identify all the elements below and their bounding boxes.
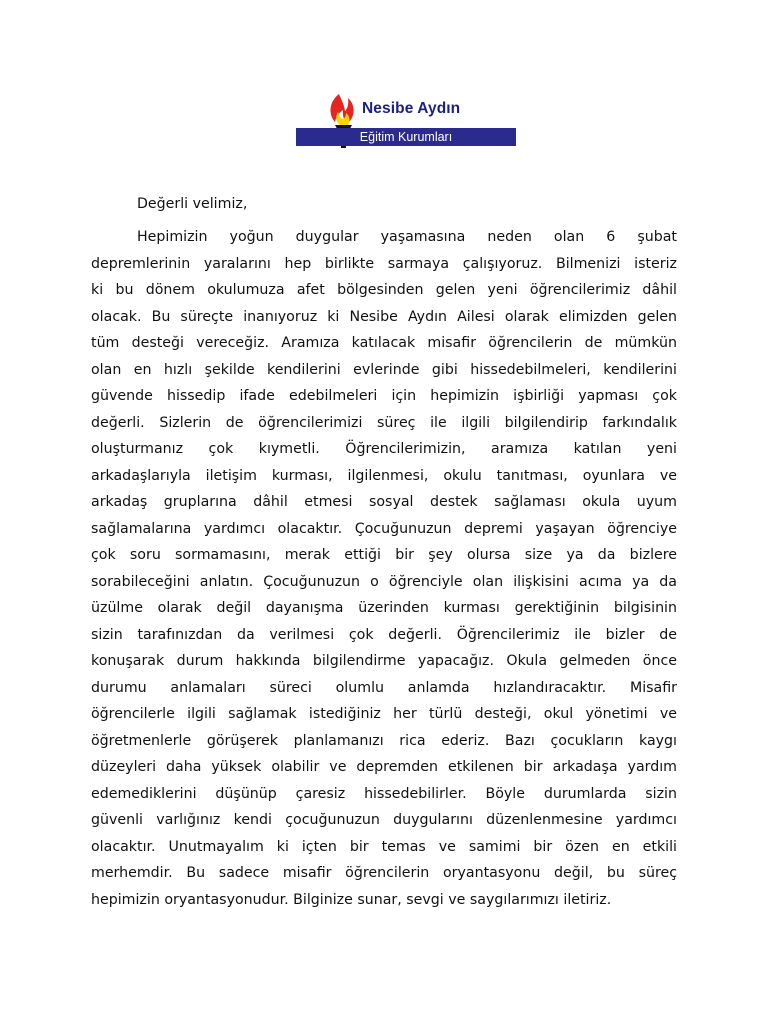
body-line: Hepimizin yoğun duygular yaşamasına neden olan 6 şubat (137, 229, 677, 245)
body-line: arkadaşlarıyla iletişim kurması, ilgilenmesi, okulu tanıtması, oyunlara ve (91, 467, 677, 484)
body-line: sizin tarafınızdan da verilmesi çok değerli. Öğrencilerimiz ile bizler de (91, 626, 677, 643)
body-line: olacak. Bu süreçte inanıyoruz ki Nesibe Aydın Ailesi olarak elimizden gelen (91, 308, 677, 325)
body-line: merhemdir. Bu sadece misafir öğrencilerin oryantasyonu değil, bu süreç (91, 865, 677, 881)
body-line: ki bu dönem okulumuza afet bölgesinden gelen yeni öğrencilerimiz dâhil (91, 282, 677, 298)
logo-subtitle-bar: Eğitim Kurumları (296, 128, 516, 146)
body-line: oluşturmanız çok kıymetli. Öğrencilerimizin, aramıza katılan yeni (91, 441, 677, 457)
body-line: arkadaş gruplarına dâhil etmesi sosyal destek sağlaması okula uyum (91, 494, 677, 510)
body-line: durumu anlamaları süreci olumlu anlamda hızlandıracaktır. Misafir (91, 679, 677, 696)
body-line: üzülme olarak değil dayanışma üzerinden kurması gerektiğinin bilgisinin (91, 600, 677, 616)
body-line: olacaktır. Unutmayalım ki içten bir temas ve samimi bir özen en etkili (91, 838, 677, 855)
body-line: konuşarak durum hakkında bilgilendirme yapacağız. Okula gelmeden önce (91, 653, 677, 669)
body-line: öğrencilerle ilgili sağlamak istediğiniz her türlü desteği, okul yönetimi ve (91, 706, 677, 722)
body-line: sorabileceğini anlatın. Çocuğunuzun o öğrenciyle olan ilişkisini acıma ya da (91, 573, 677, 590)
body-line: güvenli varlığınız kendi çocuğunuzun duygularını düzenlenmesine yardımcı (91, 812, 677, 828)
logo-name: Nesibe Aydın (362, 100, 461, 117)
body-line: tüm desteği vereceğiz. Aramıza katılacak misafir öğrencilerin de mümkün (91, 335, 677, 351)
school-logo (326, 92, 516, 148)
body-line: çok soru sormamasını, merak ettiği bir şey olursa size ya da bizlere (91, 547, 677, 563)
body-line: edemediklerini düşünüp çaresiz hissedebilirler. Böyle durumlarda sizin (91, 785, 677, 802)
body-line: depremlerinin yaralarını hep birlikte sarmaya çalışıyoruz. Bilmenizi isteriz (91, 255, 677, 272)
body-line: hepimizin oryantasyonudur. Bilginize sunar, sevgi ve saygılarımızı iletiriz. (91, 891, 612, 908)
body-line: sağlamalarına yardımcı olacaktır. Çocuğunuzun depremi yaşayan öğrenciye (91, 520, 677, 537)
body-line: öğretmenlerle görüşerek planlamanızı rica ederiz. Bazı çocukların kaygı (91, 732, 677, 749)
body-line: değerli. Sizlerin de öğrencilerimizi süreç ile ilgili bilgilendirip farkındalık (91, 414, 677, 431)
body-line: olan en hızlı şekilde kendilerini evlerinde gibi hissedebilmeleri, kendilerini (91, 361, 677, 378)
body-line: güvende hissedip ifade edebilmeleri için hepimizin işbirliği yapması çok (91, 388, 677, 404)
salutation: Değerli velimiz, (137, 196, 248, 212)
body-line: düzeyleri daha yüksek olabilir ve depremden etkilenen bir arkadaşa yardım (91, 759, 677, 775)
letter-body (91, 227, 677, 916)
